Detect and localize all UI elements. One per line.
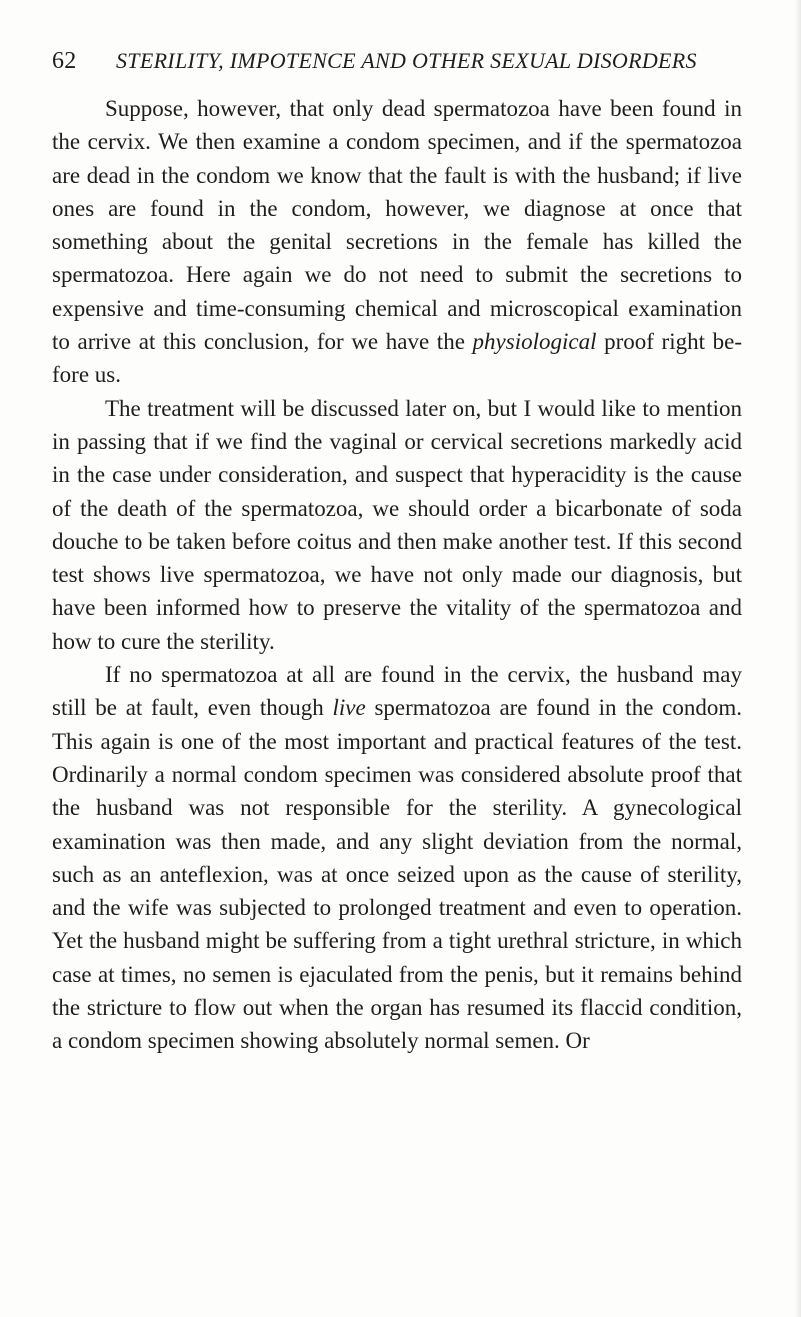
- body-text: [52, 92, 742, 1058]
- running-head: [52, 48, 742, 88]
- page-number: 62: [52, 48, 77, 74]
- paragraph-text: proof right before us.: [52, 329, 743, 388]
- running-title: STERILITY, IMPOTENCE AND OTHER SEXUAL DISORDERS: [116, 48, 697, 73]
- paragraph-text: spermatozoa are found in the condom. This again is one of the most important and practical features of the test. Ordinarily a normal condom specimen was considered absolute proof that the husband was not responsible for the sterility. A gynecological examination was then made, and any slight deviation from the normal, such as an anteflexion, was at once seized upon as the cause of sterility, and the wife was subjected to prolonged treatment and even to operation. Yet the husband might be suffering from a tight urethral stricture, in which case at times, no semen is ejaculated from the penis, but it remains behind the stricture to flow out when the organ has resumed its flaccid condition, a condom specimen showing absolutely normal semen. Or: [52, 695, 743, 1054]
- emphasized-word: physiological: [472, 329, 597, 355]
- paragraph: [52, 658, 742, 1058]
- paragraph-text: If no spermatozoa at all are found in the cervix, the husband may still be at fault, even though: [52, 662, 742, 721]
- paragraph: The treatment will be discussed later on, but I would like to mention in passing that if we find the vaginal or cervical secretions markedly acid in the case under consideration, and suspect that hyperacidity is the cause of the death of the spermatozoa, we should order a bicarbonate of soda douche to be taken before coitus and then make another test. If this second test shows live spermatozoa, we have not only made our diagnosis, but have been informed how to preserve the vitality of the spermatozoa and how to cure the sterility.: [52, 395, 742, 654]
- emphasized-word: live: [332, 695, 366, 721]
- book-page: [52, 48, 742, 1058]
- paragraph: [52, 92, 742, 392]
- page-edge-shadow: [795, 0, 801, 1317]
- paragraph-text: Suppose, however, that only dead spermatozoa have been found in the cervix. We then examine a condom specimen, and if the spermatozoa are dead in the condom we know that the fault is with the husband; if live ones are found in the condom, however, we diagnose at once that something about the genital secretions in the female has killed the spermatozoa. Here again we do not need to submit the secretions to expensive and time-consuming chemical and microscopical examination to arrive at this conclusion, for we have the: [52, 96, 742, 355]
